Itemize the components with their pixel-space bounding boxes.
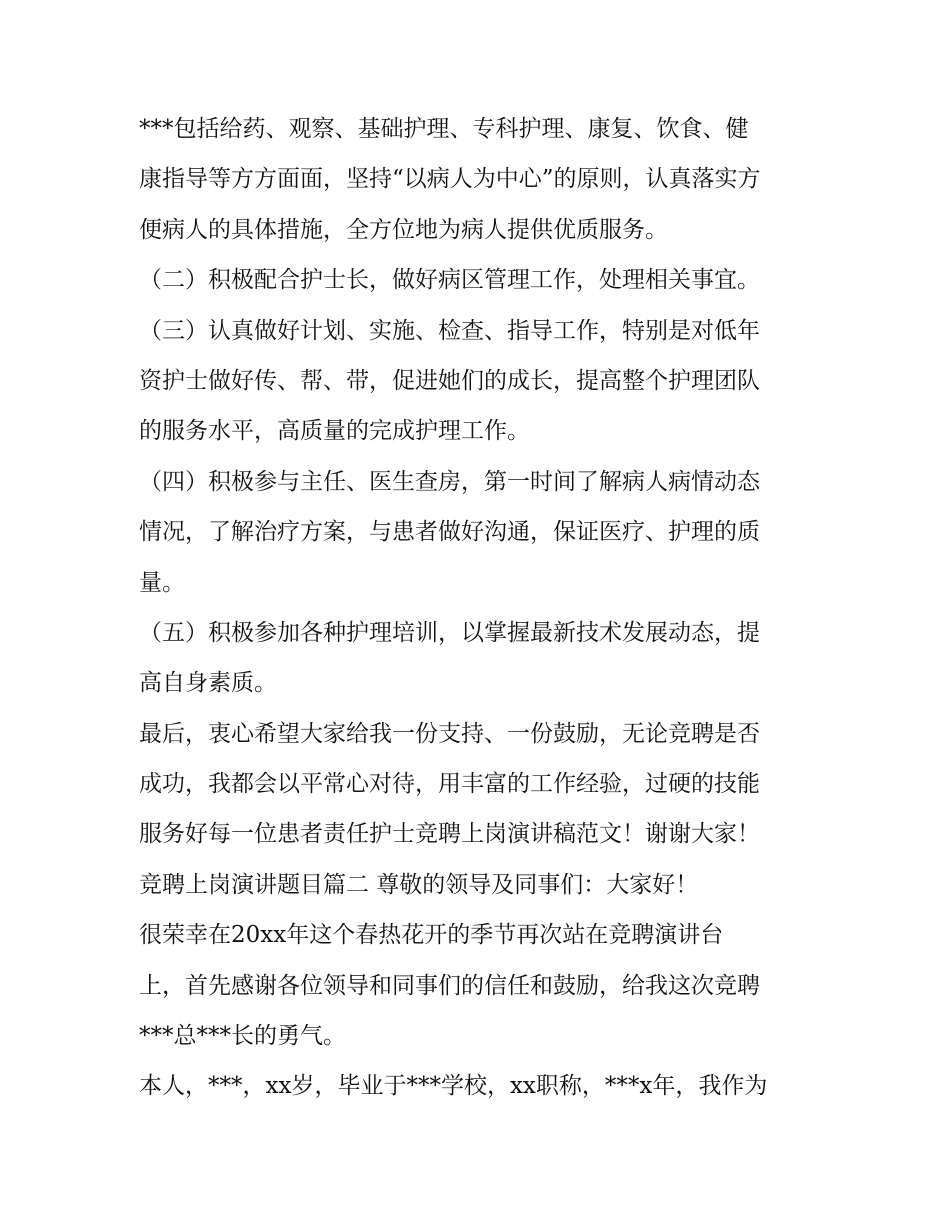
text-line: （二）积极配合护士长，做好病区管理工作，处理相关事宜。 <box>139 267 760 294</box>
text-line: （五）积极参加各种护理培训，以掌握最新技术发展动态，提 <box>139 619 760 646</box>
text-line: 高自身素质。 <box>139 670 277 697</box>
text-line: 康指导等方方面面，坚持“以病人为中心”的原则，认真落实方 <box>139 166 761 193</box>
text-line: 的服务水平，高质量的完成护理工作。 <box>139 418 530 445</box>
text-line: 便病人的具体措施，全方位地为病人提供优质服务。 <box>139 216 668 243</box>
text-line: 量。 <box>139 569 185 596</box>
text-line: （四）积极参与主任、医生查房，第一时间了解病人病情动态 <box>139 468 760 495</box>
text-line: 成功，我都会以平常心对待，用丰富的工作经验，过硬的技能 <box>139 771 760 798</box>
text-line: 上，首先感谢各位领导和同事们的信任和鼓励，给我这次竞聘 <box>139 972 760 999</box>
text-line: 情况，了解治疗方案，与患者做好沟通，保证医疗、护理的质 <box>139 519 760 546</box>
text-line: 最后，衷心希望大家给我一份支持、一份鼓励，无论竞聘是否 <box>139 720 760 747</box>
text-line: 资护士做好传、帮、带，促进她们的成长，提高整个护理团队 <box>139 367 760 394</box>
text-line: 本人，***，xx岁，毕业于***学校，xx职称，***x年，我作为 <box>139 1073 768 1100</box>
text-line: 很荣幸在20xx年这个春热花开的季节再次站在竞聘演讲台 <box>139 922 724 949</box>
text-line: ***包括给药、观察、基础护理、专科护理、康复、饮食、健 <box>139 116 749 142</box>
text-line: ***总***长的勇气。 <box>139 1023 346 1050</box>
text-line: 竞聘上岗演讲题目篇二 尊敬的领导及同事们：大家好！ <box>139 871 699 898</box>
document-body <box>139 104 819 1112</box>
text-line: 服务好每一位患者责任护士竞聘上岗演讲稿范文！谢谢大家！ <box>139 821 760 848</box>
text-line: （三）认真做好计划、实施、检查、指导工作，特别是对低年 <box>139 317 760 344</box>
